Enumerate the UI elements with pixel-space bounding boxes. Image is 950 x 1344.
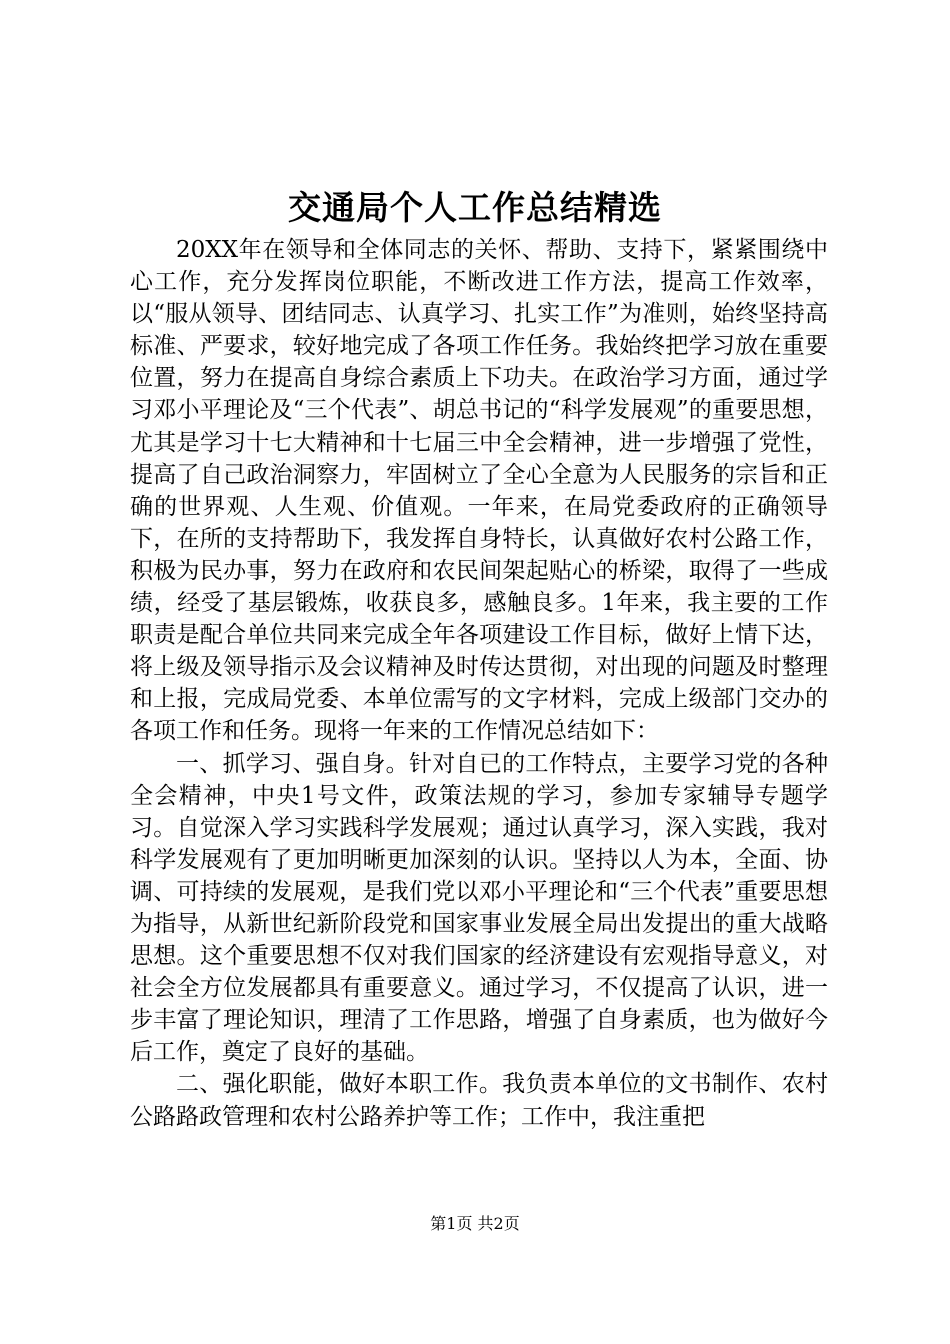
paragraph-intro: 20XX年在领导和全体同志的关怀、帮助、支持下，紧紧围绕中心工作，充分发挥岗位职能，不断改进工作方法，提高工作效率，以“服从领导、团结同志、认真学习、扎实工作”为准则，始终坚持高标准、严要求，较好地完成了各项工作任务。我始终把学习放在重要位置，努力在提高自身综合素质上下功夫。在政治学习方面，通过学习邓小平理论及“三个代表”、胡总书记的“科学发展观”的重要思想，尤其是学习十七大精神和十七届三中全会精神，进一步增强了党性，提高了自己政治洞察力，牢固树立了全心全意为人民服务的宗旨和正确的世界观、人生观、价值观。一年来，在局党委政府的正确领导下，在所的支持帮助下，我发挥自身特长，认真做好农村公路工作，积极为民办事，努力在政府和农民间架起贴心的桥梁，取得了一些成绩，经受了基层锻炼，收获良多，感触良多。1年来，我主要的工作职责是配合单位共同来完成全年各项建设工作目标，做好上情下达，将上级及领导指示及会议精神及时传达贯彻，对出现的问题及时整理和上报，完成局党委、本单位需写的文字材料，完成上级部门交办的各项工作和任务。现将一年来的工作情况总结如下：	[130, 237, 828, 745]
document-title: 交通局个人工作总结精选	[288, 188, 662, 227]
paragraph-study: 一、抓学习、强自身。针对自已的工作特点，主要学习党的各种全会精神，中央1号文件，政策法规的学习，参加专家辅导专题学习。自觉深入学习实践科学发展观；通过认真学习，深入实践，我对科学发展观有了更加明晰更加深刻的认识。坚持以人为本，全面、协调、可持续的发展观，是我们党以邓小平理论和“三个代表”重要思想为指导，从新世纪新阶段党和国家事业发展全局出发提出的重大战略思想。这个重要思想不仅对我们国家的经济建设有宏观指导意义，对社会全方位发展都具有重要意义。通过学习，不仅提高了认识，进一步丰富了理论知识，理清了工作思路，增强了自身素质，也为做好今后工作，奠定了良好的基础。	[130, 750, 828, 1066]
document-body	[130, 234, 828, 1133]
page-number-footer: 第1页 共2页	[430, 1214, 520, 1233]
paragraph-duties: 二、强化职能，做好本职工作。我负责本单位的文书制作、农村公路路政管理和农村公路养护等工作；工作中，我注重把	[130, 1071, 828, 1130]
